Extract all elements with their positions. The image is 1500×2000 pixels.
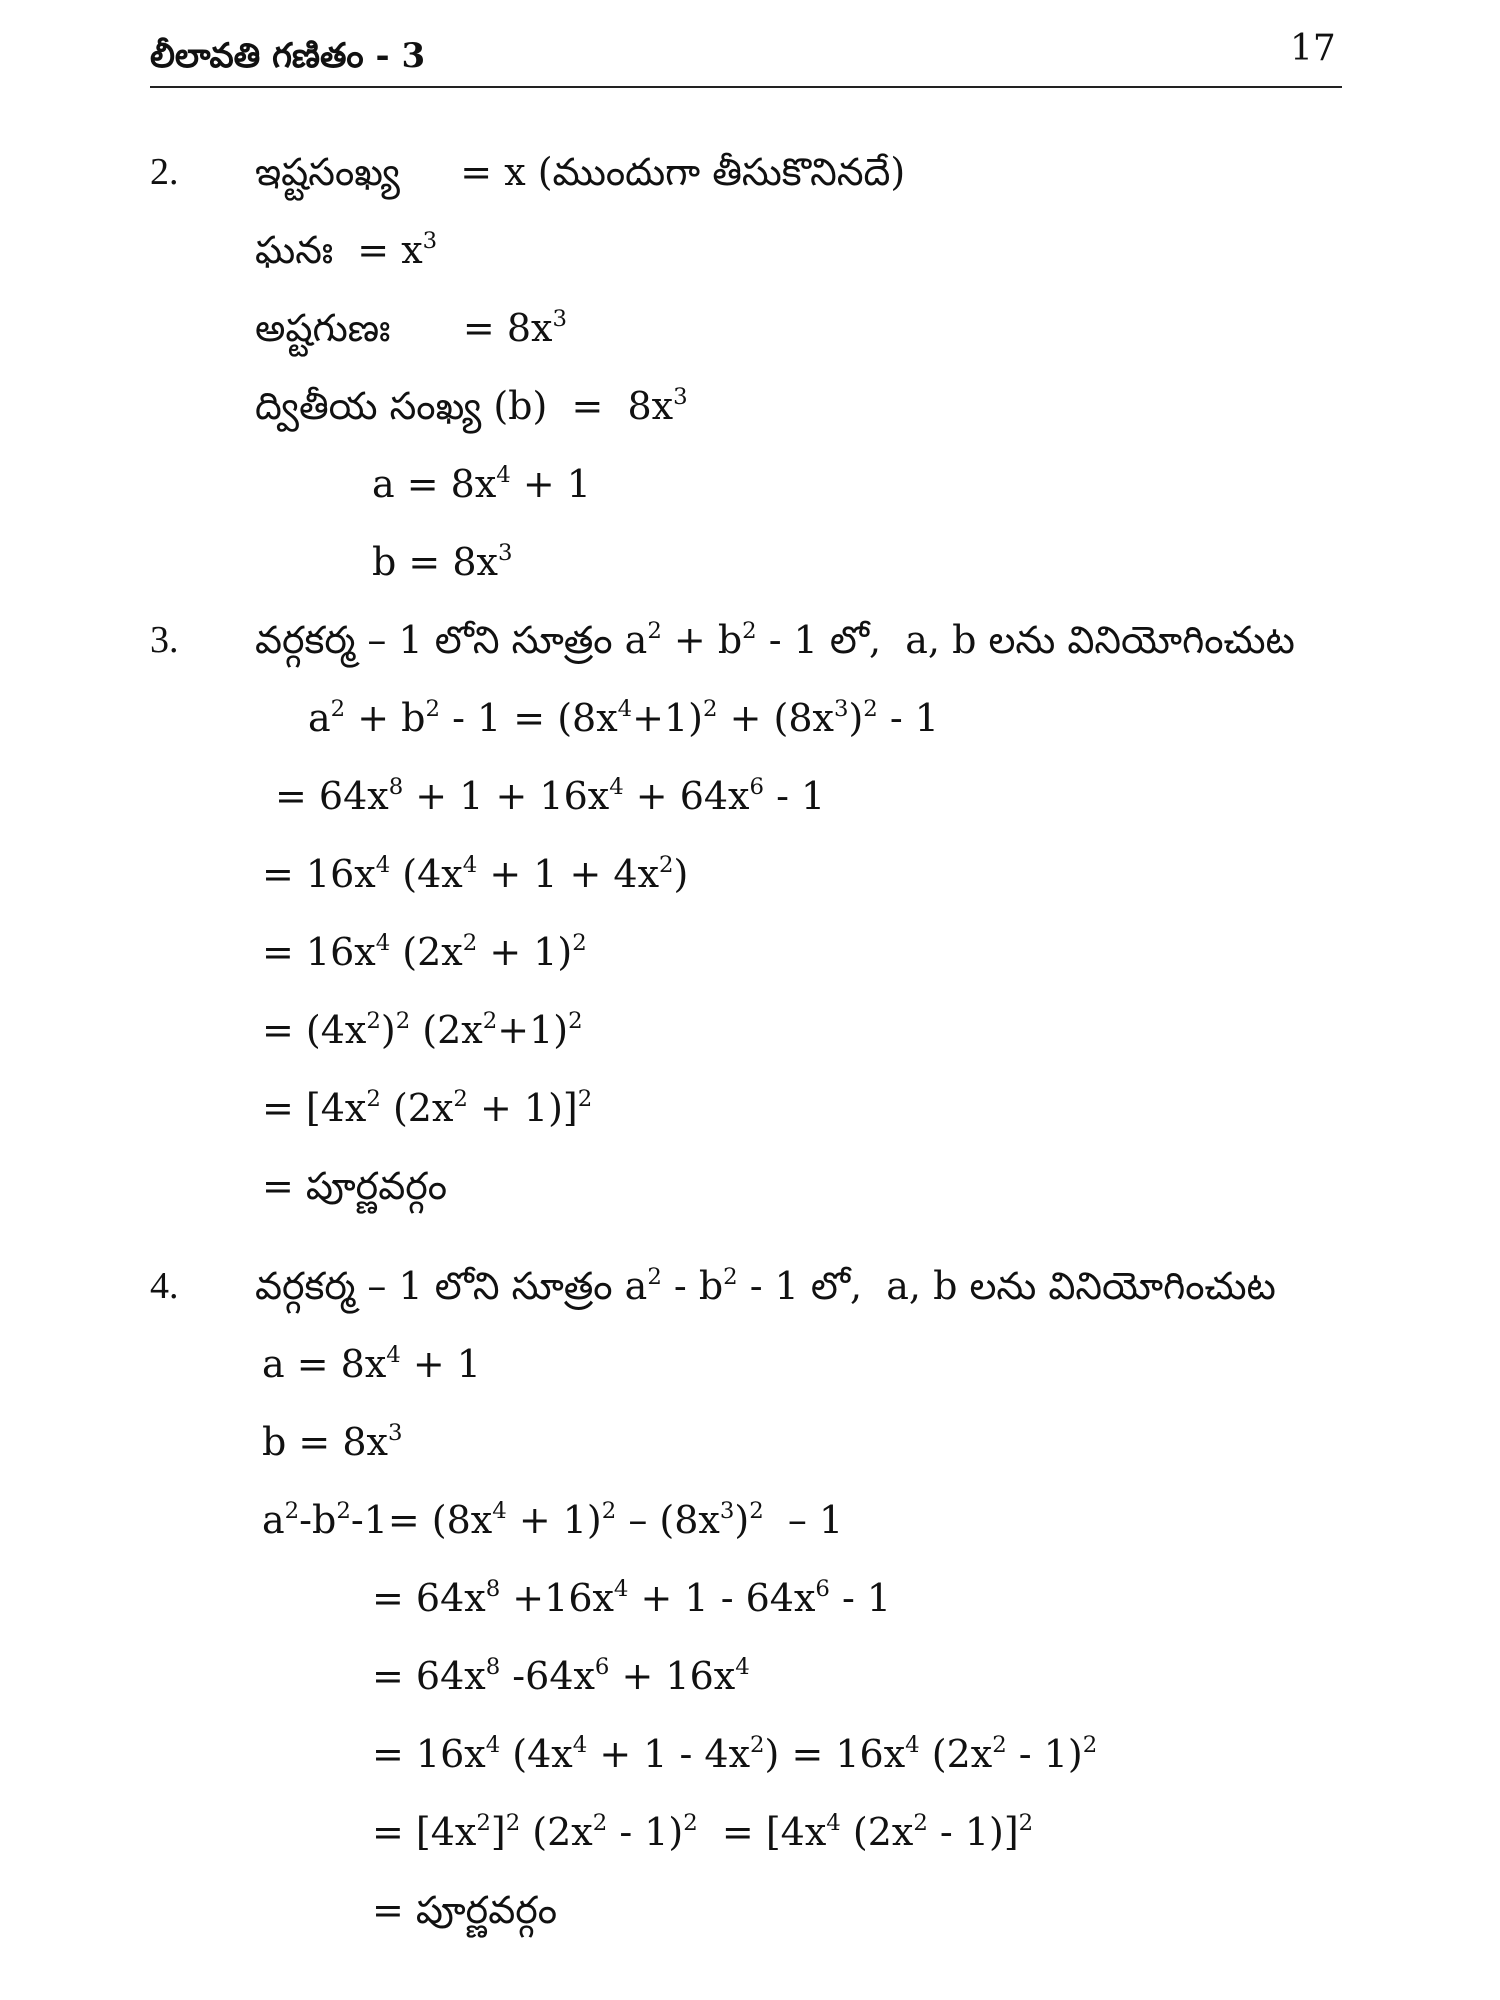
equation-line: $b = 8x^3$ [262, 1420, 403, 1464]
equation-line: = $16x^4$ $(4x^4 + 1 + 4x^2)$ [262, 852, 689, 896]
equation-line: ఇష్టసంఖ్య = x (ముందుగా తీసుకొనినదే) [255, 150, 906, 194]
equation-line: $a^2 + b^2 - 1 = (8x^4+1)^2 + (8x^3)^2 - 1$ [308, 696, 939, 740]
equation-line: $b = 8x^3$ [372, 540, 513, 584]
equation-line: = [$4x^2$ $(2x^2 + 1)]^2$ [262, 1086, 593, 1130]
header-title: లీలావతి గణితం - 3 [150, 36, 426, 76]
equation-line: $a = 8x^4 + 1$ [262, 1342, 481, 1386]
equation-line: ద్వితీయ సంఖ్య $(b) = 8x^3$ [255, 384, 688, 428]
equation-line: = $16x^4$ $(4x^4 + 1 - 4x^2) = 16x^4$ $(2x^2 - 1)^2$ [372, 1732, 1098, 1776]
equation-line: = $64x^8$ $-64x^6 + 16x^4$ [372, 1654, 750, 1698]
equation-line: = పూర్ణవర్గం [372, 1888, 558, 1932]
equation-line: వర్గకర్మ – 1 లోని సూత్రం $a^2 + b^2 - 1$ లో, a, b లను వినియోగించుట [255, 618, 1295, 662]
equation-line: $a^2-b^2-1= (8x^4 + 1)^2 - (8x^3)^2 - 1$ [262, 1498, 844, 1542]
section-number: 4. [150, 1265, 179, 1307]
equation-line: అష్టగుణః = $8x^3$ [255, 306, 567, 350]
equation-line: ఘనః = $x^3$ [255, 228, 438, 272]
header-divider [150, 86, 1342, 88]
page-number: 17 [1290, 28, 1336, 69]
equation-line: = $(4x^2)^2$ $(2x^2+1)^2$ [262, 1008, 583, 1052]
section-number: 3. [150, 619, 179, 661]
equation-line: = $64x^8 +16x^4 + 1 - 64x^6 - 1$ [372, 1576, 892, 1620]
equation-line: $a = 8x^4 + 1$ [372, 462, 591, 506]
equation-line: = పూర్ణవర్గం [262, 1164, 448, 1208]
equation-line: = $64x^8 + 1 + 16x^4 + 64x^6 - 1$ [275, 774, 826, 818]
section-number: 2. [150, 151, 179, 193]
equation-line: = $[4x^2]^2$ $(2x^2 - 1)^2 = [4x^4$ $(2x^2 - 1)]^2$ [372, 1810, 1034, 1854]
equation-line: = $16x^4$ $(2x^2 + 1)^2$ [262, 930, 587, 974]
equation-line: వర్గకర్మ – 1 లోని సూత్రం $a^2 - b^2 - 1$ లో, a, b లను వినియోగించుట [255, 1264, 1276, 1308]
